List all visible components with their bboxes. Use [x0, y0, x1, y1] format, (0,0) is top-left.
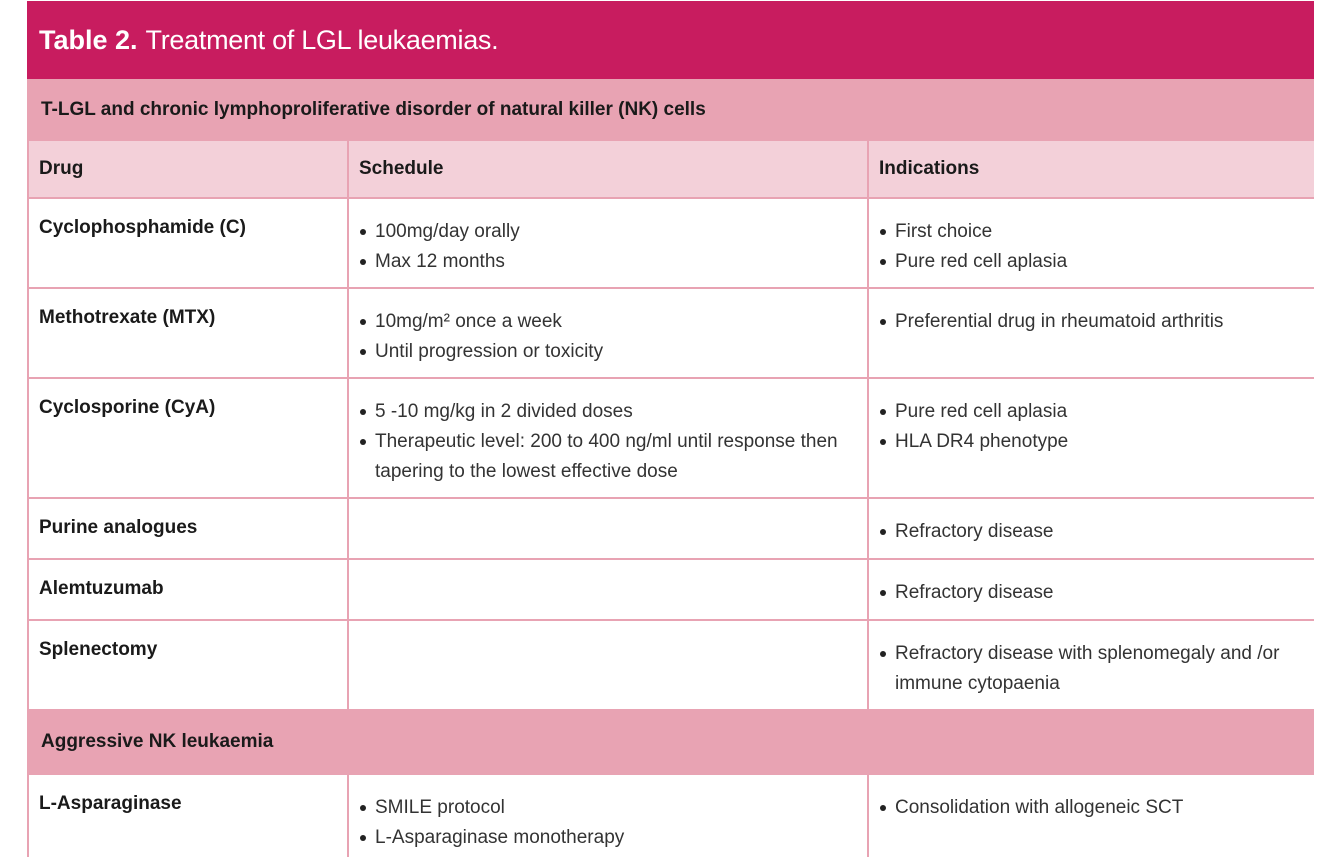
indications-cell [868, 559, 1314, 620]
list-item: First choice [879, 217, 1304, 247]
table-caption: Treatment of LGL leukaemias. [145, 24, 499, 55]
list-item: 5 -10 mg/kg in 2 divided doses [359, 397, 857, 427]
list-item: 100mg/day orally [359, 217, 857, 247]
table-title [27, 1, 1314, 79]
schedule-cell [348, 288, 868, 378]
list-item: Consolidation with allogeneic SCT [879, 793, 1304, 823]
drug-cell: Alemtuzumab [28, 559, 348, 620]
list-item: Refractory disease [879, 578, 1304, 608]
schedule-cell [348, 620, 868, 710]
list-item: Pure red cell aplasia [879, 397, 1304, 427]
section-heading: Aggressive NK leukaemia [28, 710, 1314, 774]
schedule-cell [348, 498, 868, 559]
table-row [28, 559, 1314, 620]
table-row [28, 288, 1314, 378]
table-row [28, 498, 1314, 559]
indications-cell [868, 774, 1314, 857]
list-item: Refractory disease with splenomegaly and /or immune cytopaenia [879, 639, 1304, 699]
table-row [28, 774, 1314, 857]
drug-cell: Methotrexate (MTX) [28, 288, 348, 378]
column-header-row [28, 140, 1314, 198]
list-item: SMILE protocol [359, 793, 857, 823]
schedule-cell [348, 378, 868, 498]
list-item: Refractory disease [879, 517, 1304, 547]
drug-cell: Splenectomy [28, 620, 348, 710]
indications-cell [868, 620, 1314, 710]
column-header-indications: Indications [868, 140, 1314, 198]
list-item: Therapeutic level: 200 to 400 ng/ml until response then tapering to the lowest effective dose [359, 427, 857, 487]
drug-cell: Cyclosporine (CyA) [28, 378, 348, 498]
schedule-cell [348, 198, 868, 288]
drug-cell: Purine analogues [28, 498, 348, 559]
list-item: L-Asparaginase monotherapy [359, 823, 857, 853]
list-item: Preferential drug in rheumatoid arthritis [879, 307, 1304, 337]
treatment-grid [27, 79, 1314, 857]
column-header-drug: Drug [28, 140, 348, 198]
column-header-schedule: Schedule [348, 140, 868, 198]
section-row [28, 80, 1314, 140]
section-row [28, 710, 1314, 774]
table-row [28, 378, 1314, 498]
indications-cell [868, 198, 1314, 288]
indications-cell [868, 378, 1314, 498]
drug-cell: Cyclophosphamide (C) [28, 198, 348, 288]
list-item: Max 12 months [359, 247, 857, 277]
list-item: HLA DR4 phenotype [879, 427, 1304, 457]
schedule-cell [348, 559, 868, 620]
table-number: Table 2. [39, 24, 138, 55]
indications-cell [868, 498, 1314, 559]
section-heading: T-LGL and chronic lymphoproliferative disorder of natural killer (NK) cells [28, 80, 1314, 140]
drug-cell: L-Asparaginase [28, 774, 348, 857]
table-row [28, 620, 1314, 710]
list-item: Pure red cell aplasia [879, 247, 1304, 277]
list-item: Until progression or toxicity [359, 337, 857, 367]
table-row [28, 198, 1314, 288]
schedule-cell [348, 774, 868, 857]
list-item: 10mg/m² once a week [359, 307, 857, 337]
indications-cell [868, 288, 1314, 378]
treatment-table [27, 1, 1314, 857]
